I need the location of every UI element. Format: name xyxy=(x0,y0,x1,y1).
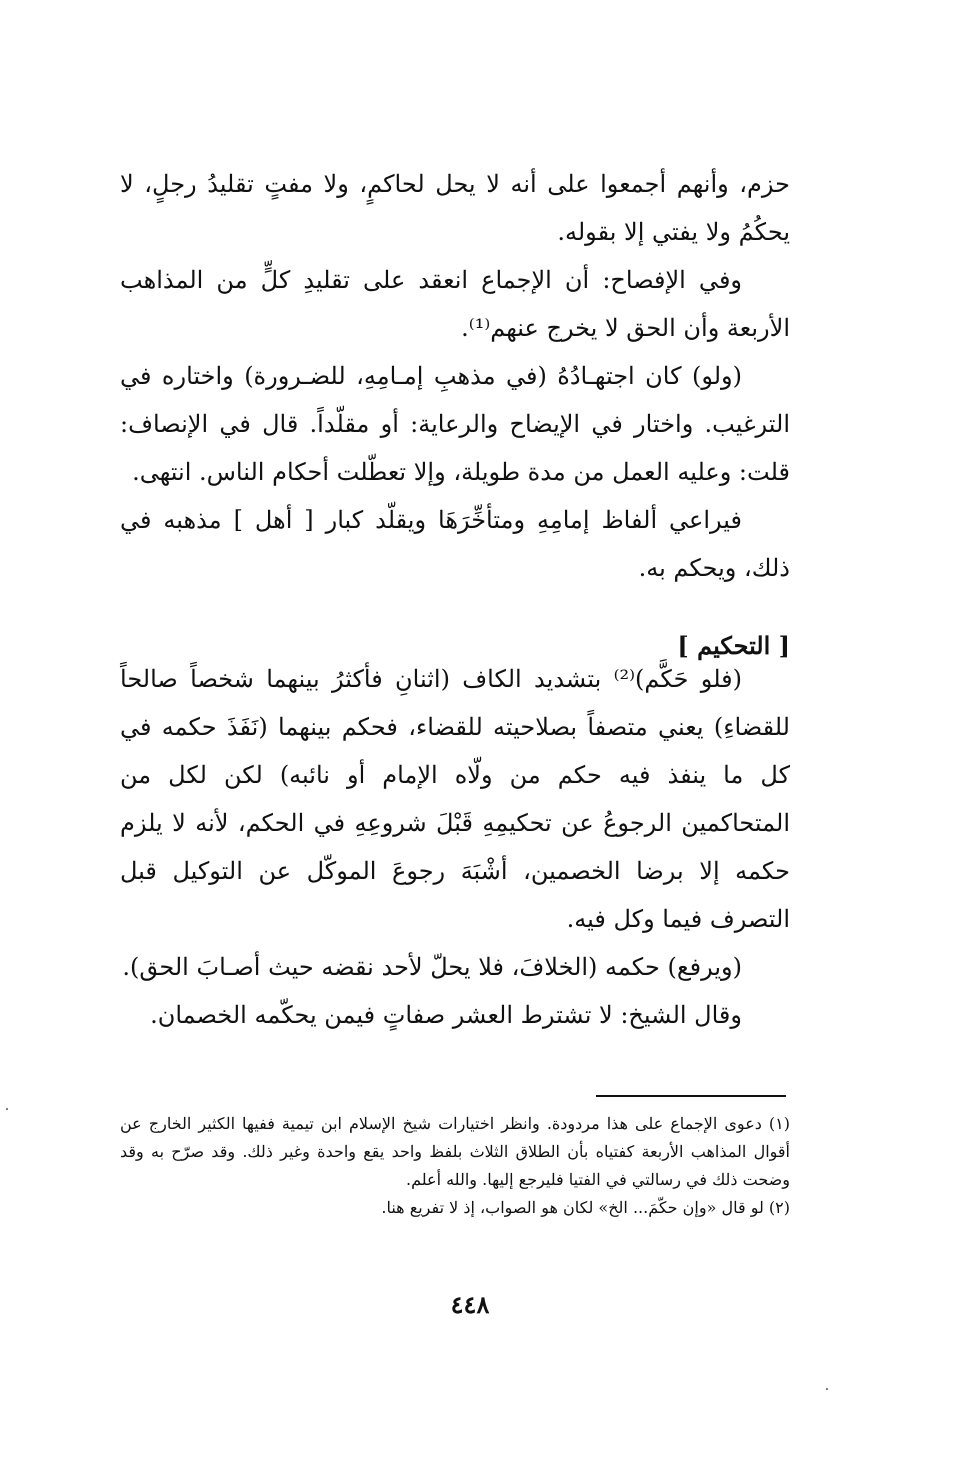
footnote-separator xyxy=(596,1095,786,1097)
page-number: ٤٤٨ xyxy=(450,1290,490,1319)
body-text-top xyxy=(120,160,790,592)
scan-speck xyxy=(6,1108,8,1110)
paragraph: (ولو) كان اجتهـادُهُ (في مذهبِ إمـامِهِ، للضـرورة) واختاره في الترغيب. واختار في الإيضاح والرعاية: أو مقلّداً. قال في الإنصاف: قلت: وعليه العمل من مدة طويلة، وإلا تعطّلت أحكام الناس. انتهى. xyxy=(120,362,790,486)
paragraph: (ويرفع) حكمه (الخلافَ، فلا يحلّ لأحد نقضه حيث أصـابَ الحق). xyxy=(122,953,742,981)
footnotes xyxy=(120,1110,790,1222)
paragraph: حزم، وأنهم أجمعوا على أنه لا يحل لحاكمٍ، ولا مفتٍ تقليدُ رجلٍ، لا يحكُمُ ولا يفتي إلا بقوله. xyxy=(120,170,790,246)
paragraph: (فلو حَكَّم)⁽²⁾ بتشديد الكاف (اثنانِ فأكثرُ بينهما شخصاً صالحاً للقضاءِ) يعني متصفاً بصلاحيته للقضاء، فحكم بينهما (نَفَذَ حكمه في كل ما ينفذ فيه حكم من ولّاه الإمام أو نائبه) لكن لكل من المتحاكمين الرجوعُ عن تحكيمِهِ قَبْلَ شروعِهِ في الحكم، لأنه لا يلزم حكمه إلا برضا الخصمين، أشْبَهَ رجوعَ الموكّل عن التوكيل قبل التصرف فيما وكل فيه. xyxy=(120,665,790,933)
section-heading: [ التحكيم ] xyxy=(677,631,790,660)
paragraph: فيراعي ألفاظ إمامِهِ ومتأخِّرَهَا ويقلّد كبار [ أهل ] مذهبه في ذلك، ويحكم به. xyxy=(120,506,790,582)
scan-speck xyxy=(826,1388,828,1390)
paragraph: وقال الشيخ: لا تشترط العشر صفاتٍ فيمن يحكّمه الخصمان. xyxy=(150,1001,742,1029)
footnote-2: (٢) لو قال «وإن حكّمَ... الخ» لكان هو الصواب، إذ لا تفريع هنا. xyxy=(381,1198,790,1217)
body-text-bottom xyxy=(120,655,790,1039)
paragraph: وفي الإفصاح: أن الإجماع انعقد على تقليدِ كلٍّ من المذاهب الأربعة وأن الحق لا يخرج عنهم⁽¹⁾. xyxy=(120,266,790,342)
footnote-1: (١) دعوى الإجماع على هذا مردودة. وانظر اختيارات شيخ الإسلام ابن تيمية ففيها الكثير الخارج عن أقوال المذاهب الأربعة كفتياه بأن الطلاق الثلاث بلفظ واحد يقع واحدة وغير ذلك. وقد صرّح به وقد وضحت ذلك في رسالتي في الفتيا فليرجع إليها. والله أعلم. xyxy=(120,1114,790,1189)
